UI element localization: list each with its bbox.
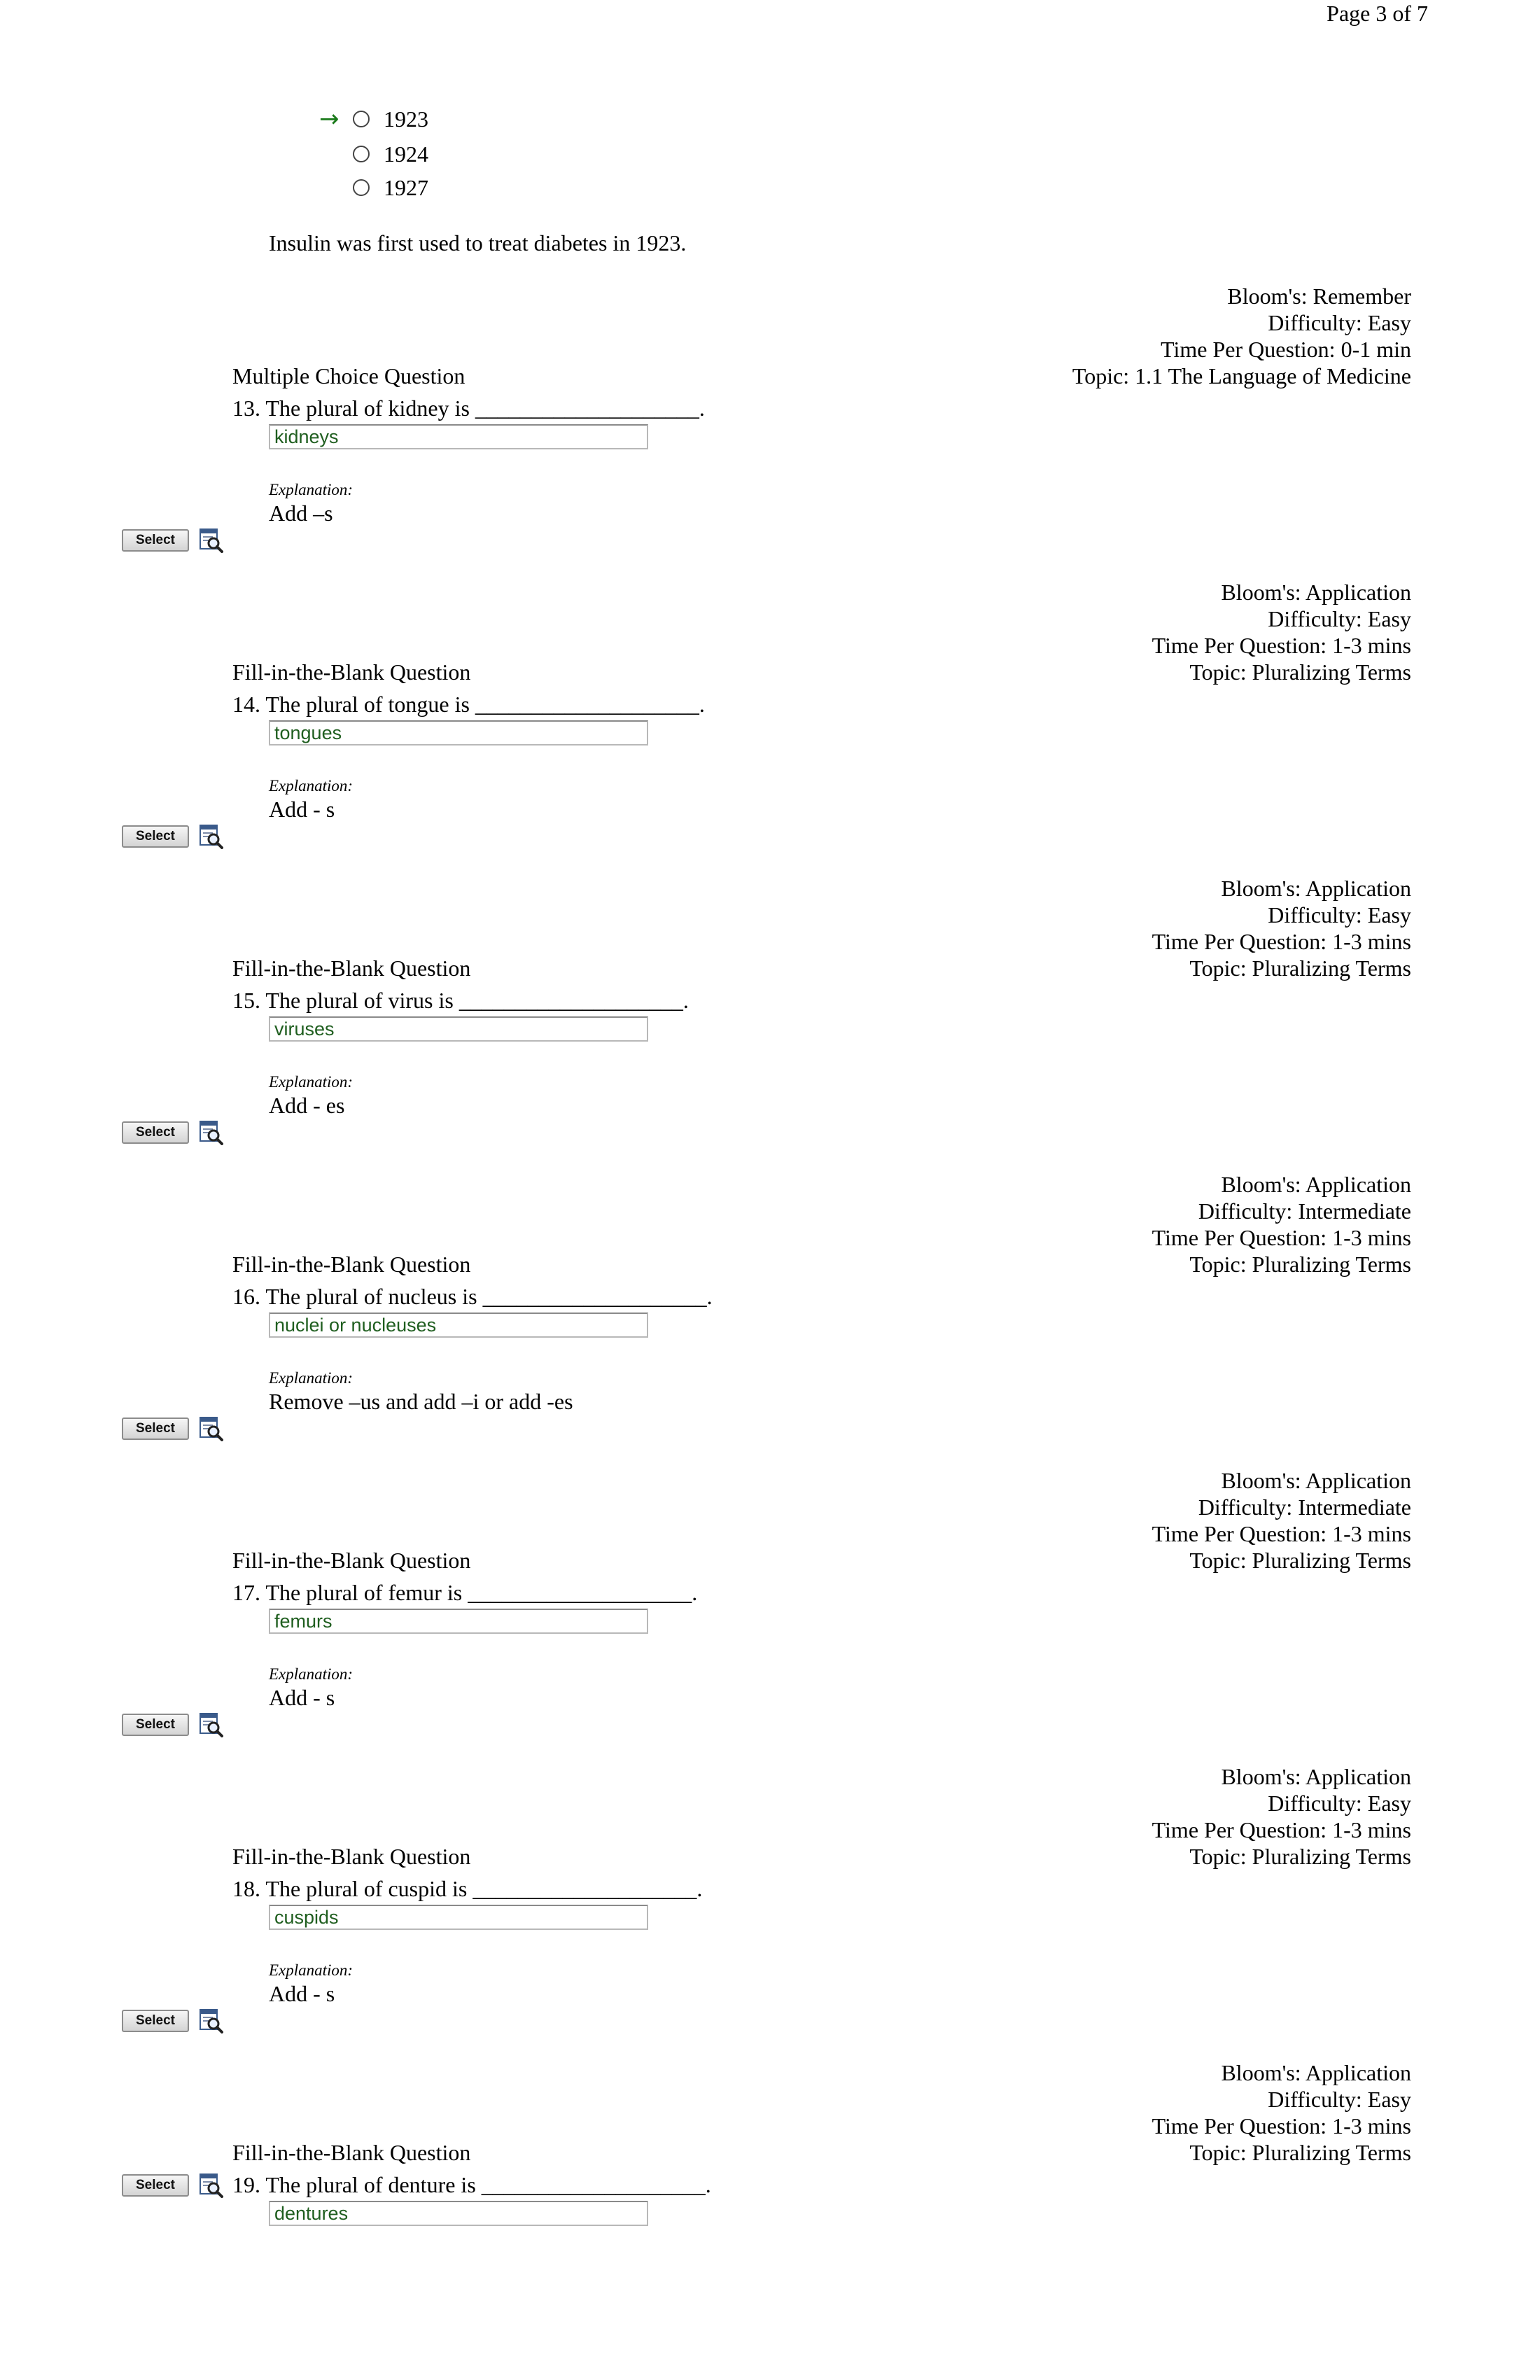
prev-question-statement: Insulin was first used to treat diabetes in 1923.: [269, 230, 687, 255]
select-button[interactable]: Select: [122, 1714, 189, 1736]
time-per-question: Time Per Question: 1-3 mins: [1152, 929, 1411, 954]
time-per-question: Time Per Question: 1-3 mins: [1152, 2113, 1411, 2138]
question-text: 14. The plural of tongue is ____________________.: [232, 692, 705, 717]
page-number: Page 3 of 7: [1326, 1, 1428, 26]
explanation-text: Remove –us and add –i or add -es: [269, 1389, 573, 1414]
magnifier-preview-icon[interactable]: [199, 1120, 224, 1145]
answer-field[interactable]: kidneys: [269, 424, 648, 449]
radio-label: 1923: [384, 106, 428, 132]
select-button[interactable]: Select: [122, 529, 189, 552]
question-metadata: [1152, 2059, 1411, 2166]
time-per-question: Time Per Question: 1-3 mins: [1152, 1521, 1411, 1546]
question-type: Fill-in-the-Blank Question: [232, 955, 471, 981]
question-text: 17. The plural of femur is ____________________.: [232, 1580, 698, 1605]
blooms-level: Bloom's: Application: [1221, 876, 1411, 901]
time-per-question: Time Per Question: 1-3 mins: [1152, 633, 1411, 658]
question-type: Fill-in-the-Blank Question: [232, 1548, 471, 1573]
answer-field[interactable]: cuspids: [269, 1905, 648, 1930]
answer-field[interactable]: viruses: [269, 1016, 648, 1042]
question-type: Fill-in-the-Blank Question: [232, 1252, 471, 1277]
question-metadata: [1152, 579, 1411, 685]
explanation-label: Explanation:: [269, 1961, 354, 1979]
question-metadata: [1152, 1763, 1411, 1870]
question-text: 16. The plural of nucleus is ____________________.: [232, 1284, 713, 1309]
explanation-text: Add –s: [269, 500, 333, 526]
select-button[interactable]: Select: [122, 1121, 189, 1144]
radio-label: 1927: [384, 175, 428, 200]
question-type: Fill-in-the-Blank Question: [232, 659, 471, 685]
question-topic: Topic: Pluralizing Terms: [1189, 2140, 1411, 2165]
time-per-question: Time Per Question: 1-3 mins: [1152, 1225, 1411, 1250]
radio-option-1927[interactable]: [319, 174, 428, 202]
magnifier-preview-icon[interactable]: [199, 1416, 224, 1441]
question-metadata: [1152, 1467, 1411, 1574]
question-type: Fill-in-the-Blank Question: [232, 1844, 471, 1869]
explanation-label: Explanation:: [269, 481, 354, 498]
question-topic: Topic: Pluralizing Terms: [1189, 1844, 1411, 1869]
question-topic: Topic: Pluralizing Terms: [1189, 955, 1411, 981]
radio-button[interactable]: [353, 146, 370, 162]
question-text: 13. The plural of kidney is ____________________.: [232, 396, 705, 421]
question-topic: Topic: Pluralizing Terms: [1189, 1548, 1411, 1573]
explanation-label: Explanation:: [269, 1665, 354, 1683]
question-topic: Topic: 1.1 The Language of Medicine: [1072, 363, 1411, 388]
select-button[interactable]: Select: [122, 2010, 189, 2032]
select-button[interactable]: Select: [122, 2174, 189, 2197]
blooms-level: Bloom's: Application: [1221, 1172, 1411, 1197]
answer-field[interactable]: dentures: [269, 2201, 648, 2226]
time-per-question: Time Per Question: 1-3 mins: [1152, 1817, 1411, 1842]
magnifier-preview-icon[interactable]: [199, 1712, 224, 1737]
question-type: Fill-in-the-Blank Question: [232, 2140, 471, 2165]
question-metadata: [1152, 875, 1411, 981]
magnifier-preview-icon[interactable]: [199, 824, 224, 849]
magnifier-preview-icon[interactable]: [199, 2173, 224, 2198]
explanation-label: Explanation:: [269, 777, 354, 794]
select-button[interactable]: Select: [122, 1418, 189, 1440]
select-button[interactable]: Select: [122, 825, 189, 848]
time-per-question: Time Per Question: 0-1 min: [1161, 337, 1411, 362]
radio-option-1923[interactable]: [319, 105, 428, 133]
radio-button[interactable]: [353, 179, 370, 196]
correct-answer-arrow-icon: →: [319, 105, 340, 133]
blooms-level: Bloom's: Application: [1221, 1468, 1411, 1493]
difficulty-level: Difficulty: Easy: [1268, 1791, 1411, 1816]
blooms-level: Bloom's: Application: [1221, 1764, 1411, 1789]
question-text: 15. The plural of virus is ____________________.: [232, 988, 689, 1013]
difficulty-level: Difficulty: Easy: [1268, 310, 1411, 335]
explanation-text: Add - s: [269, 1981, 335, 2006]
question-metadata: [1152, 1171, 1411, 1278]
blooms-level: Bloom's: Application: [1221, 2060, 1411, 2085]
radio-button[interactable]: [353, 111, 370, 127]
difficulty-level: Difficulty: Intermediate: [1198, 1494, 1411, 1520]
question-metadata: [1072, 283, 1411, 389]
explanation-label: Explanation:: [269, 1369, 354, 1387]
blooms-level: Bloom's: Application: [1221, 580, 1411, 605]
question-topic: Topic: Pluralizing Terms: [1189, 1252, 1411, 1277]
radio-option-1924[interactable]: [319, 140, 428, 168]
difficulty-level: Difficulty: Intermediate: [1198, 1198, 1411, 1224]
explanation-text: Add - s: [269, 1685, 335, 1710]
explanation-text: Add - s: [269, 797, 335, 822]
radio-label: 1924: [384, 141, 428, 167]
magnifier-preview-icon[interactable]: [199, 2008, 224, 2033]
magnifier-preview-icon[interactable]: [199, 528, 224, 553]
answer-field[interactable]: femurs: [269, 1609, 648, 1634]
answer-field[interactable]: nuclei or nucleuses: [269, 1312, 648, 1338]
question-topic: Topic: Pluralizing Terms: [1189, 659, 1411, 685]
question-text: 18. The plural of cuspid is ____________________.: [232, 1876, 703, 1901]
answer-field[interactable]: tongues: [269, 720, 648, 746]
explanation-text: Add - es: [269, 1093, 345, 1118]
question-text: 19. The plural of denture is ____________________.: [232, 2172, 711, 2197]
question-type: Multiple Choice Question: [232, 363, 465, 388]
difficulty-level: Difficulty: Easy: [1268, 606, 1411, 631]
difficulty-level: Difficulty: Easy: [1268, 902, 1411, 927]
blooms-level: Bloom's: Remember: [1227, 284, 1411, 309]
explanation-label: Explanation:: [269, 1073, 354, 1091]
difficulty-level: Difficulty: Easy: [1268, 2087, 1411, 2112]
